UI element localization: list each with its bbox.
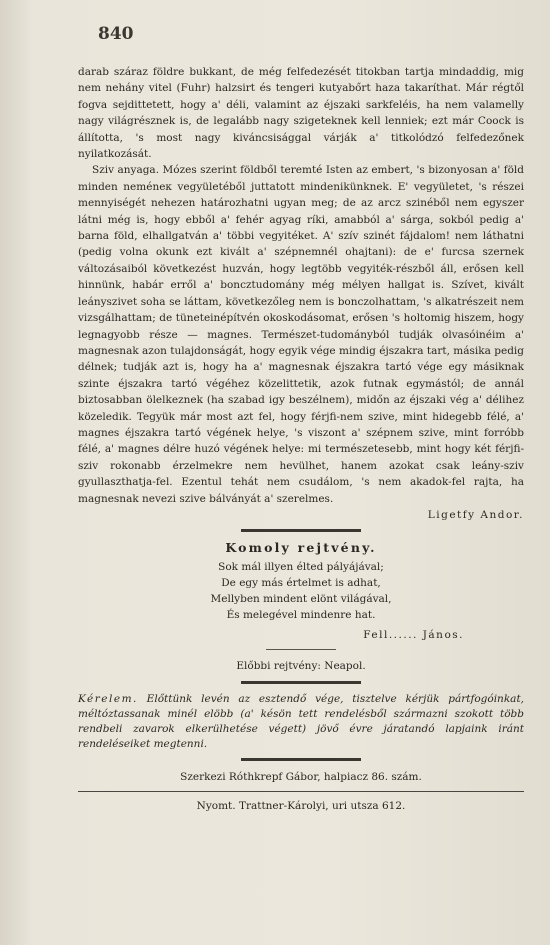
notice-lead: Kérelem. bbox=[78, 692, 138, 705]
notice-text: Előttünk levén az esztendő vége, tisztelve kérjük pártfogóinkat, méltóztassanak minél elöbb (a' késön tett rendelésből származni szokott több rendbeli zavarok elkerülhetése végett) jövő évre járatandó lapjaink iránt rendeléseiket megtenni. bbox=[78, 692, 525, 750]
printer-line: Nyomt. Trattner-Károlyi, uri utsza 612. bbox=[78, 791, 524, 814]
previous-riddle-answer: Előbbi rejtvény: Neapol. bbox=[236, 660, 366, 673]
notice bbox=[78, 692, 524, 752]
editor-line: Szerkezi Róthkrepf Gábor, halpiacz 86. szám. bbox=[180, 770, 422, 783]
riddle-title: Komoly rejtvény. bbox=[225, 540, 377, 556]
riddle-signature: Fell...... János. bbox=[363, 628, 464, 641]
page-number: 840 bbox=[98, 24, 134, 44]
poem-line: De egy más értelmet is adhat, bbox=[221, 576, 381, 589]
text-column bbox=[78, 64, 524, 814]
section-divider bbox=[241, 529, 361, 532]
poem-line: Mellyben mindent elönt világával, bbox=[210, 592, 392, 605]
paragraph-heart-material: Sziv anyaga. Mózes szerint földből teremté Isten az embert, 's bizonyosan a' föld minden neméneк vegyületéből juttatott mindenikünknek. E' vegyületet, 's részei mennyiségét nehezen határozhatni ugyan meg; de az arcz szinéből nem egyszer látni még is, hogy ebből a' fehér agyag ríki, amabból a' sárga, sokból pedig a' barna föld, elhallgatván a' többi vegyitéket. A' szív szinét fájdalom! nem láthatni (pedig volna okunk ezt kivált a' szépnemnél ohajtani): de e' furcsa szernek változásaiból következést huzván, hogy legtöbb vegyiték-részből áll, erősen kell hinnünk, habár erről a' boncztudomány még mélyen hallgat is. Szívet, kivált leányszivet soha se láttam, következőleg nem is bonczolhattam, 's alkatrészeit nem vizsgálhattam; de tüneteinépítvén okoskodásomat, erősen 's holtomig hiszem, hogy legnagyobb része — magnes. Természet-tudományból tudják olvasóinéim a' magnesnak azon tulajdonságát, hogy egyik vége mindig éjszakra tart, másika pedig délnek; tudják azt is, hogy ha a' magnesnak éjszakra tartó vége egy másiknak szinte éjszakra tartó végéhez közelittetik, azok futnak egymástól; de annál biztosabban ölelkeznek (ha szabad igy beszélnem), midőn az éjszaki vég a' délihez közeledik. Tegyük már most azt fel, hogy férjfi-nem szive, mint hidegebb félé, a' magnes éjszakra tartó végének helye, 's viszont a' szépnem szive, mint forróbb félé, a' magnes délre huzó végének helye: mi természetesebb, mint hogy két férjfi-sziv rokonabb érzelmekre nem hevülhet, hanem azokat csak leány-sziv gyullaszthatja-fel. Ezentul tehát nem csudálom, 's nem akadok-fel rajta, ha magnesnak nevezi szive bálványát a' szerelmes. bbox=[78, 164, 524, 505]
riddle-divider bbox=[266, 649, 336, 650]
footer-divider bbox=[241, 758, 361, 761]
paragraph-continuation: darab száraz földre bukkant, de még felfedezését titokban tartja mindaddig, mig nem nehány vitel (Fuhr) halzsirt és tengeri kutyabőrt haza takaríthat. Már régtől fogva sejdittetett, hogy a' déli, valamint az éjszaki sarkfeléis, ha nem valamelly nagy világrésznek is, de legalább nagy szigeteknek kell lenniek; ezt már Coock is állította, 's most nagy kiváncsisággal várják a' titkolódzó felfedezőnek nyilatkozását. bbox=[78, 66, 524, 161]
poem-line: Sok mál illyen élted pályájával; bbox=[218, 560, 384, 573]
poem-line: És melegével mindenre hat. bbox=[226, 608, 376, 621]
article-signature: Ligetfy Andor. bbox=[427, 508, 524, 521]
riddle-poem bbox=[78, 559, 524, 623]
notice-divider bbox=[241, 681, 361, 684]
